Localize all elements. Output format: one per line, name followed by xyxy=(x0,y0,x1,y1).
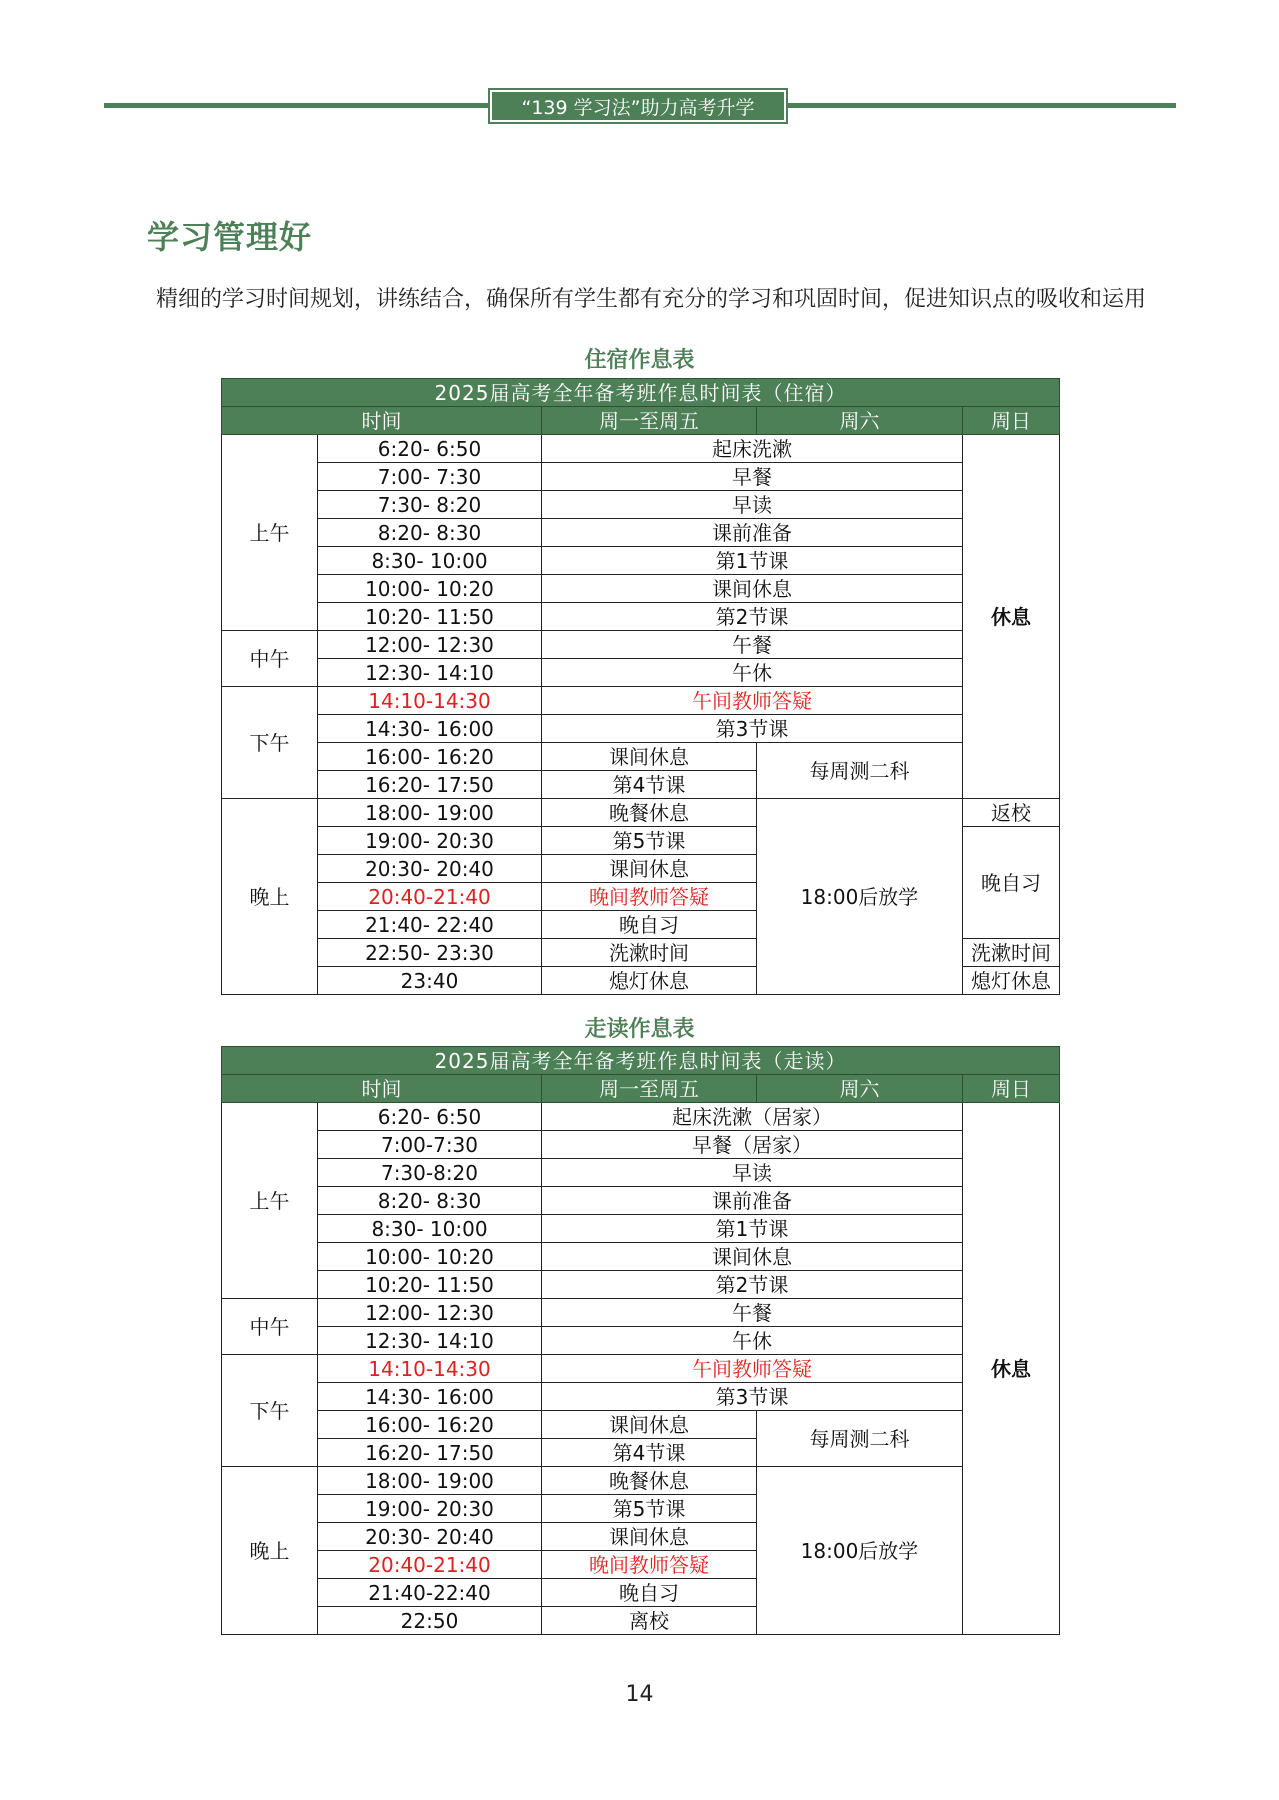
activity-cell: 第4节课 xyxy=(542,771,757,799)
activity-cell-highlight: 晚间教师答疑 xyxy=(542,1551,757,1579)
activity-cell: 第2节课 xyxy=(542,603,963,631)
time-cell: 6:20- 6:50 xyxy=(318,435,542,463)
activity-cell: 课间休息 xyxy=(542,743,757,771)
boarding-caption: 住宿作息表 xyxy=(584,348,695,373)
time-cell: 12:00- 12:30 xyxy=(318,1299,542,1327)
table-title: 2025届高考全年备考班作息时间表（住宿） xyxy=(222,379,1060,407)
period-evening: 晚上 xyxy=(222,799,318,995)
time-cell-highlight: 20:40-21:40 xyxy=(318,1551,542,1579)
page-number: 14 xyxy=(625,1682,654,1707)
day-caption: 走读作息表 xyxy=(584,1017,695,1042)
activity-cell: 课间休息 xyxy=(542,575,963,603)
activity-cell: 晚自习 xyxy=(542,1579,757,1607)
activity-cell: 第2节课 xyxy=(542,1271,963,1299)
time-cell: 16:00- 16:20 xyxy=(318,1411,542,1439)
time-cell: 8:20- 8:30 xyxy=(318,519,542,547)
time-cell: 10:20- 11:50 xyxy=(318,603,542,631)
time-cell: 10:20- 11:50 xyxy=(318,1271,542,1299)
time-cell: 12:30- 14:10 xyxy=(318,1327,542,1355)
header-saturday: 周六 xyxy=(757,407,963,435)
time-cell: 12:00- 12:30 xyxy=(318,631,542,659)
table-title: 2025届高考全年备考班作息时间表（走读） xyxy=(222,1047,1060,1075)
sunday-wash: 洗漱时间 xyxy=(963,939,1060,967)
time-cell: 8:30- 10:00 xyxy=(318,1215,542,1243)
activity-cell: 早读 xyxy=(542,1159,963,1187)
saturday-test: 每周测二科 xyxy=(757,1411,963,1467)
header-time: 时间 xyxy=(222,407,542,435)
activity-cell-highlight: 晚间教师答疑 xyxy=(542,883,757,911)
period-evening: 晚上 xyxy=(222,1467,318,1635)
time-cell: 16:20- 17:50 xyxy=(318,1439,542,1467)
period-afternoon: 下午 xyxy=(222,687,318,799)
period-noon: 中午 xyxy=(222,1299,318,1355)
activity-cell: 午餐 xyxy=(542,1299,963,1327)
activity-cell: 课间休息 xyxy=(542,1243,963,1271)
activity-cell: 第1节课 xyxy=(542,547,963,575)
activity-cell: 洗漱时间 xyxy=(542,939,757,967)
saturday-dismissal: 18:00后放学 xyxy=(757,1467,963,1635)
sunday-lights-out: 熄灯休息 xyxy=(963,967,1060,995)
activity-cell: 早餐（居家） xyxy=(542,1131,963,1159)
time-cell-highlight: 20:40-21:40 xyxy=(318,883,542,911)
header-sunday: 周日 xyxy=(963,407,1060,435)
time-cell: 8:30- 10:00 xyxy=(318,547,542,575)
activity-cell: 晚自习 xyxy=(542,911,757,939)
time-cell: 16:20- 17:50 xyxy=(318,771,542,799)
activity-cell: 起床洗漱（居家） xyxy=(542,1103,963,1131)
time-cell: 22:50- 23:30 xyxy=(318,939,542,967)
time-cell: 19:00- 20:30 xyxy=(318,827,542,855)
activity-cell: 第1节课 xyxy=(542,1215,963,1243)
time-cell: 18:00- 19:00 xyxy=(318,1467,542,1495)
time-cell: 19:00- 20:30 xyxy=(318,1495,542,1523)
activity-cell: 第5节课 xyxy=(542,1495,757,1523)
activity-cell: 起床洗漱 xyxy=(542,435,963,463)
time-cell: 14:30- 16:00 xyxy=(318,1383,542,1411)
activity-cell: 课间休息 xyxy=(542,1523,757,1551)
sunday-rest: 休息 xyxy=(963,1103,1060,1635)
time-cell-highlight: 14:10-14:30 xyxy=(318,1355,542,1383)
time-cell: 21:40- 22:40 xyxy=(318,911,542,939)
activity-cell: 午休 xyxy=(542,1327,963,1355)
activity-cell: 第4节课 xyxy=(542,1439,757,1467)
activity-cell: 午休 xyxy=(542,659,963,687)
activity-cell-highlight: 午间教师答疑 xyxy=(542,687,963,715)
header-weekday: 周一至周五 xyxy=(542,1075,757,1103)
activity-cell: 晚餐休息 xyxy=(542,799,757,827)
period-morning: 上午 xyxy=(222,1103,318,1299)
header-weekday: 周一至周五 xyxy=(542,407,757,435)
time-cell: 10:00- 10:20 xyxy=(318,1243,542,1271)
header-time: 时间 xyxy=(222,1075,542,1103)
activity-cell-highlight: 午间教师答疑 xyxy=(542,1355,963,1383)
header-saturday: 周六 xyxy=(757,1075,963,1103)
time-cell: 7:30- 8:20 xyxy=(318,491,542,519)
time-cell: 23:40 xyxy=(318,967,542,995)
sunday-rest: 休息 xyxy=(963,435,1060,799)
time-cell: 12:30- 14:10 xyxy=(318,659,542,687)
day-schedule-table xyxy=(221,1046,1060,1635)
time-cell: 7:00- 7:30 xyxy=(318,463,542,491)
time-cell: 20:30- 20:40 xyxy=(318,1523,542,1551)
header-sunday: 周日 xyxy=(963,1075,1060,1103)
saturday-dismissal: 18:00后放学 xyxy=(757,799,963,995)
time-cell-highlight: 14:10-14:30 xyxy=(318,687,542,715)
activity-cell: 早读 xyxy=(542,491,963,519)
activity-cell: 课前准备 xyxy=(542,1187,963,1215)
activity-cell: 课前准备 xyxy=(542,519,963,547)
time-cell: 7:30-8:20 xyxy=(318,1159,542,1187)
time-cell: 7:00-7:30 xyxy=(318,1131,542,1159)
activity-cell: 课间休息 xyxy=(542,855,757,883)
time-cell: 6:20- 6:50 xyxy=(318,1103,542,1131)
time-cell: 10:00- 10:20 xyxy=(318,575,542,603)
activity-cell: 早餐 xyxy=(542,463,963,491)
activity-cell: 离校 xyxy=(542,1607,757,1635)
boarding-schedule-table xyxy=(221,378,1060,995)
activity-cell: 熄灯休息 xyxy=(542,967,757,995)
sunday-return: 返校 xyxy=(963,799,1060,827)
saturday-test: 每周测二科 xyxy=(757,743,963,799)
period-morning: 上午 xyxy=(222,435,318,631)
activity-cell: 第3节课 xyxy=(542,715,963,743)
time-cell: 8:20- 8:30 xyxy=(318,1187,542,1215)
time-cell: 16:00- 16:20 xyxy=(318,743,542,771)
intro-paragraph: 精细的学习时间规划，讲练结合，确保所有学生都有充分的学习和巩固时间，促进知识点的吸收和运用 xyxy=(156,287,1147,312)
time-cell: 20:30- 20:40 xyxy=(318,855,542,883)
time-cell: 22:50 xyxy=(318,1607,542,1635)
sunday-study: 晚自习 xyxy=(963,827,1060,939)
activity-cell: 午餐 xyxy=(542,631,963,659)
period-noon: 中午 xyxy=(222,631,318,687)
section-title: 学习管理好 xyxy=(147,218,313,256)
time-cell: 14:30- 16:00 xyxy=(318,715,542,743)
time-cell: 21:40-22:40 xyxy=(318,1579,542,1607)
header-badge: “139 学习法”助力高考升学 xyxy=(490,90,786,122)
activity-cell: 晚餐休息 xyxy=(542,1467,757,1495)
period-afternoon: 下午 xyxy=(222,1355,318,1467)
activity-cell: 第5节课 xyxy=(542,827,757,855)
time-cell: 18:00- 19:00 xyxy=(318,799,542,827)
activity-cell: 第3节课 xyxy=(542,1383,963,1411)
activity-cell: 课间休息 xyxy=(542,1411,757,1439)
